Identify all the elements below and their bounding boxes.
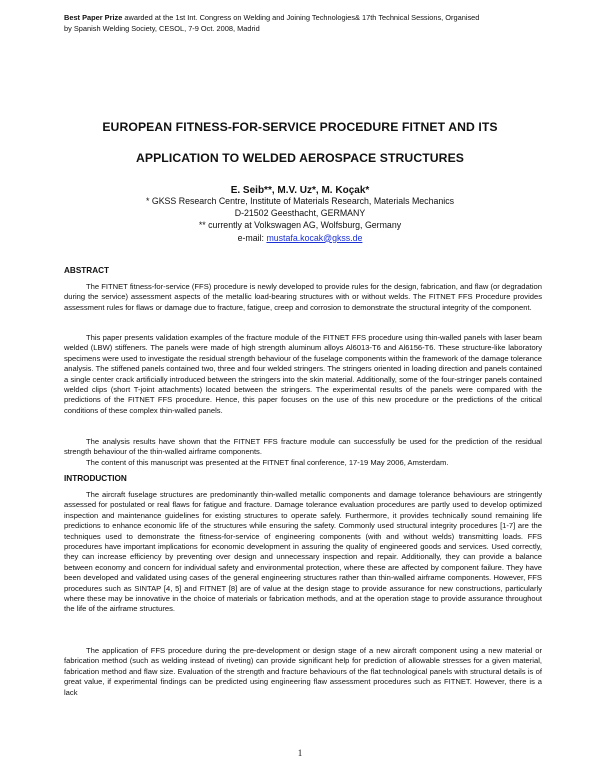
introduction-paragraph-1: The aircraft fuselage structures are predominantly thin-walled metallic components and damage tolerance behaviours are stringently assessed for postulated or real flaws for fatigue and fracture. Damage tolerance evaluation procedures are partly used to develop optimized inspection and maintenance guidelines for existing structures to operate safely. Furthermore, it provides technically sound remaining life predictions to enhance economic life of the structures while ensuring the safety. Commonly used structural integrity procedures [1-7] are the techniques used to demonstrate the fitness-for-service of engineering components (with and without welds) transmitting loads. FFS procedures have important implications for economic development in assuring the quality of engineered goods and services. Used correctly, they can increase efficiency by preventing over design and unnecessary inspection and repair. Additionally, they can provide a balance between economy and concern for individual safety and environmental protection, where these are affected by component failure. They have been developed and validated using cases of the general engineering structures rather than thin-walled airframe components. However, FFS procedures such as SINTAP [4, 5] and FITNET [8] are of value at the design stage to provide assurance for new constructions, particularly where these may be innovative in the choice of materials or fabrication methods, and at the operation stage to provide assurance throughout the life of the airframe structures. (64, 490, 542, 614)
introduction-heading: INTRODUCTION (64, 474, 127, 483)
affiliation-line3: ** currently at Volkswagen AG, Wolfsburg, Germany (198, 220, 402, 231)
email-line (64, 232, 536, 244)
header-line1: awarded at the 1st Int. Congress on Welding and Joining Technologies& 17th Technical Sessions, Organised (124, 13, 480, 22)
header-line2: by Spanish Welding Society, CESOL, 7-9 Oct. 2008, Madrid (64, 24, 260, 33)
paper-title-line1: EUROPEAN FITNESS-FOR-SERVICE PROCEDURE FITNET AND ITS (102, 120, 498, 134)
affiliations (64, 195, 536, 244)
abstract-paragraph-4: The content of this manuscript was presented at the FITNET final conference, 17-19 May 2006, Amsterdam. (86, 458, 449, 467)
email-link[interactable]: mustafa.kocak@gkss.de (266, 232, 363, 243)
page-number: 1 (297, 748, 303, 758)
abstract-paragraph-2: This paper presents validation examples of the fracture module of the FITNET FFS procedure using thin-walled panels with laser beam welded (LBW) stiffeners. The panels were made of high strength aluminum alloys Al6013-T6 and Al6156-T6. These structure-like laboratory specimens were used to investigate the residual strength behaviour of the fuselage components within the framework of the damage tolerance analysis. The stiffened panels contained two, three and four welded stringers. The stringers oriented in loading direction and panels contained a single center crack artificially introduced between the stringers into the skin material. Additionally, some of the four-stringer panels contained welded clips (short T-joint attachments) located between the stringers. The experimental results of the panels were compared with the predictions of the FITNET FFS procedure. Hence, this paper focuses on the use of this new procedure or the predictions of the critical conditions of these complex thin-walled panels. (64, 333, 542, 415)
paper-title-line2: APPLICATION TO WELDED AEROSPACE STRUCTURES (135, 151, 465, 165)
affiliation-line2: D-21502 Geesthacht, GERMANY (234, 208, 366, 219)
abstract-paragraph-1: The FITNET fitness-for-service (FFS) procedure is newly developed to provide rules for the design, fabrication, and flaw (or degradation during the service) assessment aspects of the metallic load-bearing structures with or without welds. The FITNET FFS Procedure provides assessment rules for flaws or damage due to fracture, fatigue, creep and corrosion to demonstrate the structural integrity of the component. (64, 282, 542, 312)
conference-header (64, 12, 544, 34)
abstract-heading: ABSTRACT (64, 266, 110, 275)
introduction-paragraph-2: The application of FFS procedure during the pre-development or design stage of a new aircraft component using a new material or fabrication method (such as welding instead of riveting) can provide significant help for prediction of allowable stresses for a given material, fabrication method and flaw size. Evaluation of the strength and fracture behaviours of the flat technological panels with structural details is of great value, if experimental findings can be predicted using engineering flaw assessment procedures such as FITNET. However, there is a lack (64, 646, 542, 697)
abstract-paragraph-3: The analysis results have shown that the FITNET FFS fracture module can successfully be used for the prediction of the residual strength behaviour of the thin-walled airframe components. (64, 437, 542, 457)
author-list: E. Seib**, M.V. Uz*, M. Koçak* (230, 185, 370, 196)
email-label: e-mail: (237, 232, 264, 243)
award-label: Best Paper Prize (64, 13, 123, 22)
affiliation-line1: * GKSS Research Centre, Institute of Materials Research, Materials Mechanics (145, 196, 454, 206)
